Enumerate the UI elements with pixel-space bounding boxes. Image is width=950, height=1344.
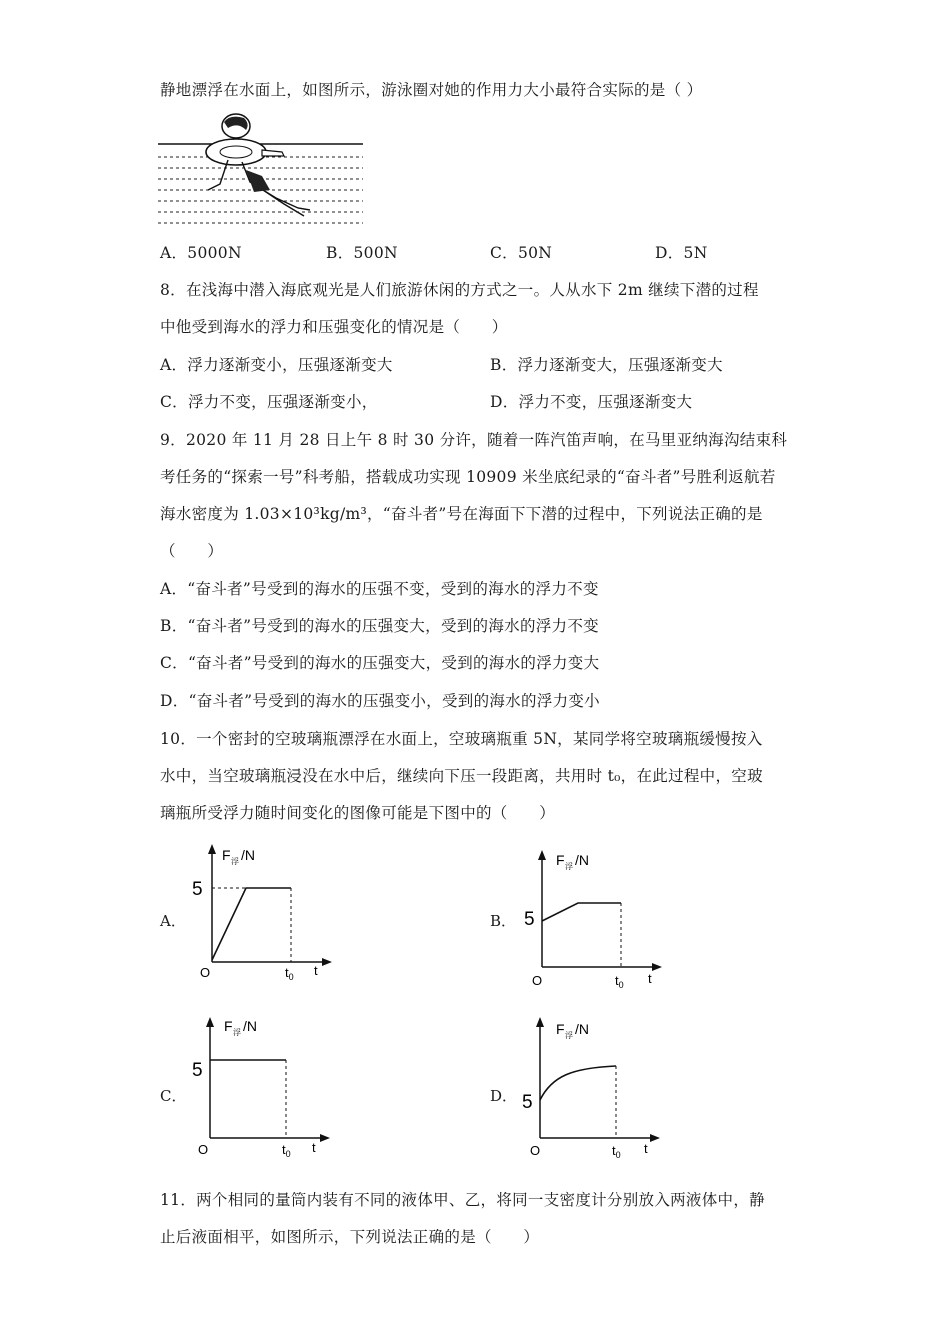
q9-option-b[interactable]: B．“奋斗者”号受到的海水的压强变大，受到的海水的浮力不变	[160, 617, 599, 635]
graph-a-t0: $t_0$	[285, 965, 294, 982]
graph-a-ylabel-f: F	[222, 847, 231, 863]
q8-option-d[interactable]: D．浮力不变，压强逐渐变大	[490, 393, 693, 411]
graph-d-t0: $t_0$	[612, 1143, 621, 1160]
graph-a-value-5: 5	[192, 879, 203, 900]
graph-d-ylabel-sub: 浮	[565, 1031, 573, 1040]
q7-stem-tail: 静地漂浮在水面上，如图所示，游泳圈对她的作用力大小最符合实际的是（ ）	[160, 81, 703, 99]
q8-option-b[interactable]: B．浮力逐渐变大，压强逐渐变大	[490, 356, 723, 374]
graph-a-origin: O	[200, 965, 211, 980]
q7-option-a[interactable]: A．5000N	[160, 244, 242, 262]
graph-d-ylabel-unit: /N	[575, 1021, 589, 1037]
q10-option-b-label[interactable]: B．	[490, 912, 517, 930]
q9-option-a[interactable]: A．“奋斗者”号受到的海水的压强不变，受到的海水的浮力不变	[160, 580, 599, 598]
swimmer-figure	[158, 112, 364, 232]
q9-stem-line-1: 9．2020 年 11 月 28 日上午 8 时 30 分许，随着一阵汽笛声响，在马里亚纳海沟结束科	[160, 431, 788, 449]
q7-option-d[interactable]: D．5N	[655, 244, 708, 262]
q10-option-d-label[interactable]: D．	[490, 1087, 518, 1105]
q10-option-c-label[interactable]: C．	[160, 1087, 187, 1105]
q10-stem-line-1: 10．一个密封的空玻璃瓶漂浮在水面上，空玻璃瓶重 5N，某同学将空玻璃瓶缓慢按入	[160, 730, 763, 748]
q10-option-a-label[interactable]: A．	[160, 912, 186, 930]
q7-option-b[interactable]: B．500N	[326, 244, 398, 262]
graph-c-value-5: 5	[192, 1060, 203, 1081]
graph-d-ylabel-f: F	[556, 1021, 565, 1037]
q11-stem-line-2: 止后液面相平，如图所示，下列说法正确的是（ ）	[160, 1228, 540, 1246]
q9-option-d[interactable]: D．“奋斗者”号受到的海水的压强变小，受到的海水的浮力变小	[160, 692, 600, 710]
graph-d-value-5: 5	[522, 1092, 533, 1113]
graph-b-t0: $t_0$	[615, 973, 624, 990]
graph-c-t0: $t_0$	[282, 1142, 291, 1159]
q9-stem-line-3: 海水密度为 1.03×10³kg/m³，“奋斗者”号在海面下下潜的过程中，下列说法正确的是	[160, 505, 763, 523]
graph-d-t: t	[644, 1141, 648, 1156]
q8-stem-line-2: 中他受到海水的浮力和压强变化的情况是（ ）	[160, 318, 508, 336]
q10-graph-c[interactable]	[188, 1012, 338, 1160]
graph-d-origin: O	[530, 1143, 541, 1158]
graph-c-ylabel-sub: 浮	[233, 1028, 241, 1037]
q7-option-c[interactable]: C．50N	[490, 244, 553, 262]
q8-stem-line-1: 8．在浅海中潜入海底观光是人们旅游休闲的方式之一。人从水下 2m 继续下潜的过程	[160, 281, 759, 299]
q10-stem-line-3: 璃瓶所受浮力随时间变化的图像可能是下图中的（ ）	[160, 804, 556, 822]
q11-stem-line-1: 11．两个相同的量筒内装有不同的液体甲、乙，将同一支密度计分别放入两液体中，静	[160, 1191, 765, 1209]
q10-graph-d[interactable]	[518, 1012, 668, 1160]
graph-b-origin: O	[532, 973, 543, 988]
q10-stem-line-2: 水中，当空玻璃瓶浸没在水中后，继续向下压一段距离，共用时 t₀，在此过程中，空玻	[160, 767, 763, 785]
q10-graph-a[interactable]	[190, 840, 340, 985]
graph-a-ylabel-sub: 浮	[231, 857, 239, 866]
q8-option-c[interactable]: C．浮力不变，压强逐渐变小，	[160, 393, 378, 411]
graph-c-ylabel-unit: /N	[243, 1018, 257, 1034]
graph-a-ylabel-unit: /N	[241, 847, 255, 863]
graph-b-value-5: 5	[524, 909, 535, 930]
graph-c-ylabel-f: F	[224, 1018, 233, 1034]
q9-stem-line-2: 考任务的“探索一号”科考船，搭载成功实现 10909 米坐底纪录的“奋斗者”号胜利返航若	[160, 468, 776, 486]
q9-option-c[interactable]: C．“奋斗者”号受到的海水的压强变大，受到的海水的浮力变大	[160, 654, 600, 672]
graph-c-origin: O	[198, 1142, 209, 1157]
graph-b-ylabel-unit: /N	[575, 852, 589, 868]
q10-graph-b[interactable]	[520, 845, 670, 990]
graph-c-t: t	[312, 1140, 316, 1155]
graph-b-t: t	[648, 971, 652, 986]
q9-stem-line-4: （ ）	[160, 542, 224, 560]
graph-b-ylabel-sub: 浮	[565, 862, 573, 871]
graph-b-ylabel-f: F	[556, 852, 565, 868]
q8-option-a[interactable]: A．浮力逐渐变小，压强逐渐变大	[160, 356, 393, 374]
graph-a-t: t	[314, 963, 318, 978]
